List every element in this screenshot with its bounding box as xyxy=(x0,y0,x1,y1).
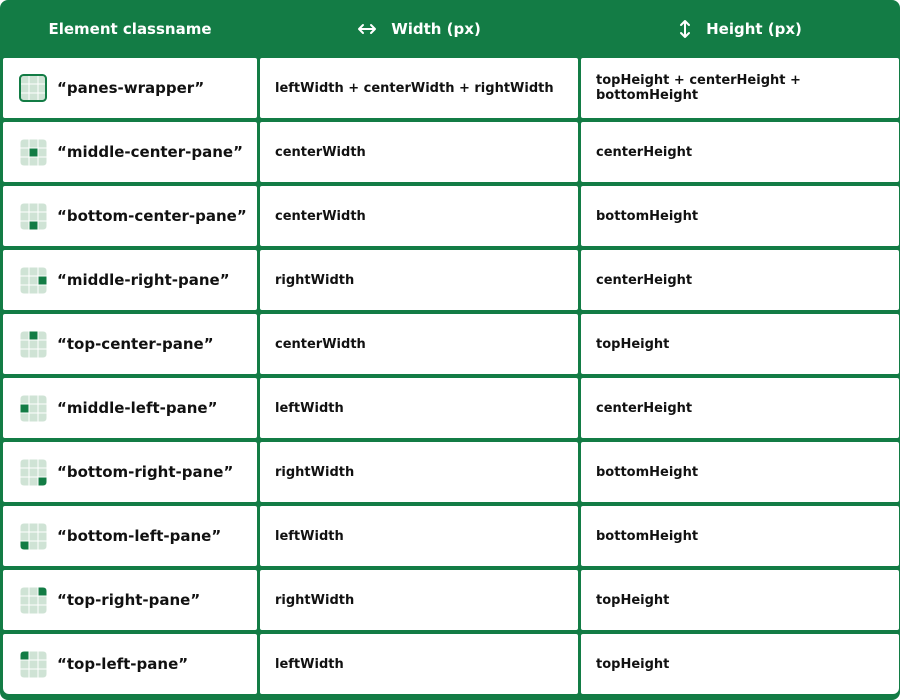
height-cell xyxy=(581,122,899,182)
table-header xyxy=(3,0,897,58)
classname-cell xyxy=(3,442,257,502)
middle-right-pane-icon xyxy=(19,266,47,294)
classname-cell xyxy=(3,122,257,182)
width-text: rightWidth xyxy=(275,592,355,608)
classname-cell xyxy=(3,186,257,246)
pane-cell xyxy=(39,396,47,404)
pane-cell xyxy=(21,350,29,358)
classname-text: “middle-left-pane” xyxy=(57,399,218,417)
pane-cell xyxy=(39,268,47,276)
height-text: bottomHeight xyxy=(596,464,699,480)
classname-cell xyxy=(3,570,257,630)
classname-cell xyxy=(3,58,257,118)
pane-cell xyxy=(39,158,47,166)
height-cell xyxy=(581,506,899,566)
pane-cell xyxy=(21,597,29,605)
width-text: leftWidth xyxy=(275,656,344,672)
pane-cell xyxy=(21,76,29,84)
bottom-center-pane-icon xyxy=(19,202,47,230)
width-text: leftWidth xyxy=(275,400,344,416)
pane-cell xyxy=(21,140,29,148)
pane-cell xyxy=(39,204,47,212)
height-text: topHeight xyxy=(596,592,670,608)
height-text: topHeight xyxy=(596,336,670,352)
height-text: centerHeight xyxy=(596,400,693,416)
pane-cell xyxy=(30,597,38,605)
pane-cell xyxy=(21,524,29,532)
pane-cell xyxy=(21,533,29,541)
width-text: rightWidth xyxy=(275,464,355,480)
pane-cell xyxy=(21,606,29,614)
height-cell xyxy=(581,58,899,118)
table-row xyxy=(3,186,897,246)
width-cell xyxy=(260,634,578,694)
height-cell xyxy=(581,186,899,246)
pane-cell xyxy=(30,670,38,678)
width-text: leftWidth xyxy=(275,528,344,544)
pane-cell xyxy=(21,661,29,669)
pane-cell xyxy=(39,414,47,422)
pane-cell xyxy=(21,268,29,276)
pane-cell xyxy=(39,286,47,294)
width-cell xyxy=(260,378,578,438)
classname-text: “middle-center-pane” xyxy=(57,143,243,161)
classname-text: “top-left-pane” xyxy=(57,655,189,673)
classname-cell xyxy=(3,378,257,438)
pane-cell xyxy=(21,670,29,678)
pane-cell xyxy=(30,76,38,84)
pane-cell xyxy=(39,460,47,468)
classname-cell xyxy=(3,634,257,694)
bottom-left-pane-icon xyxy=(19,522,47,550)
pane-cell xyxy=(30,460,38,468)
width-cell xyxy=(260,570,578,630)
top-right-pane-icon xyxy=(19,586,47,614)
table-body xyxy=(3,58,897,694)
pane-cell xyxy=(30,350,38,358)
pane-cell xyxy=(30,158,38,166)
pane-cell xyxy=(30,204,38,212)
highlighted-pane-cell xyxy=(21,542,29,550)
table-row xyxy=(3,122,897,182)
table-row xyxy=(3,570,897,630)
highlighted-pane-cell xyxy=(21,405,29,413)
height-cell xyxy=(581,314,899,374)
pane-cell xyxy=(30,533,38,541)
pane-cell xyxy=(21,213,29,221)
height-text: centerHeight xyxy=(596,144,693,160)
table-row xyxy=(3,58,897,118)
width-cell xyxy=(260,58,578,118)
highlighted-pane-cell xyxy=(39,277,47,285)
pane-cell xyxy=(30,277,38,285)
width-cell xyxy=(260,250,578,310)
pane-cell xyxy=(30,588,38,596)
top-center-pane-icon xyxy=(19,330,47,358)
classname-cell xyxy=(3,506,257,566)
pane-cell xyxy=(21,396,29,404)
pane-cell xyxy=(21,277,29,285)
pane-cell xyxy=(39,542,47,550)
top-left-pane-icon xyxy=(19,650,47,678)
pane-cell xyxy=(21,85,29,93)
header-height xyxy=(581,0,899,58)
height-text: topHeight + centerHeight + bottomHeight xyxy=(596,73,801,103)
pane-cell xyxy=(21,222,29,230)
pane-cell xyxy=(21,149,29,157)
pane-cell xyxy=(21,414,29,422)
width-cell xyxy=(260,442,578,502)
pane-cell xyxy=(21,469,29,477)
pane-cell xyxy=(30,85,38,93)
middle-left-pane-icon xyxy=(19,394,47,422)
pane-cell xyxy=(39,469,47,477)
pane-cell xyxy=(39,670,47,678)
height-cell xyxy=(581,442,899,502)
pane-cell xyxy=(39,533,47,541)
highlighted-pane-cell xyxy=(21,652,29,660)
pane-cell xyxy=(30,396,38,404)
pane-cell xyxy=(30,140,38,148)
pane-cell xyxy=(30,478,38,486)
classname-cell xyxy=(3,250,257,310)
pane-cell xyxy=(30,405,38,413)
width-text: centerWidth xyxy=(275,336,366,352)
header-width-label: Width (px) xyxy=(391,20,481,38)
pane-cell xyxy=(39,222,47,230)
highlighted-pane-cell xyxy=(30,222,38,230)
middle-center-pane-icon xyxy=(19,138,47,166)
height-text: centerHeight xyxy=(596,272,693,288)
pane-cell xyxy=(30,268,38,276)
width-text: rightWidth xyxy=(275,272,355,288)
height-cell xyxy=(581,378,899,438)
width-cell xyxy=(260,186,578,246)
classname-text: “bottom-right-pane” xyxy=(57,463,234,481)
header-element-classname-label: Element classname xyxy=(48,20,212,38)
height-cell xyxy=(581,570,899,630)
pane-cell xyxy=(30,524,38,532)
width-text: centerWidth xyxy=(275,144,366,160)
header-height-label: Height (px) xyxy=(706,20,802,38)
pane-cell xyxy=(30,414,38,422)
table-row xyxy=(3,442,897,502)
classname-text: “bottom-center-pane” xyxy=(57,207,247,225)
pane-cell xyxy=(21,478,29,486)
width-cell xyxy=(260,122,578,182)
pane-cell xyxy=(39,652,47,660)
pane-cell xyxy=(21,332,29,340)
height-cell xyxy=(581,250,899,310)
pane-cell xyxy=(39,350,47,358)
pane-cell xyxy=(21,204,29,212)
classname-cell xyxy=(3,314,257,374)
horizontal-arrows-icon xyxy=(357,22,377,36)
classname-text: “top-right-pane” xyxy=(57,591,201,609)
pane-cell xyxy=(30,606,38,614)
pane-cell xyxy=(39,606,47,614)
pane-cell xyxy=(39,213,47,221)
pane-cell xyxy=(21,158,29,166)
classname-text: “top-center-pane” xyxy=(57,335,214,353)
pane-cell xyxy=(21,460,29,468)
pane-cell xyxy=(39,341,47,349)
classname-text: “bottom-left-pane” xyxy=(57,527,222,545)
pane-cell xyxy=(39,332,47,340)
width-cell xyxy=(260,506,578,566)
pane-cell xyxy=(21,341,29,349)
pane-cell xyxy=(30,286,38,294)
highlighted-pane-cell xyxy=(30,332,38,340)
highlighted-pane-cell xyxy=(39,478,47,486)
pane-cell xyxy=(30,542,38,550)
pane-cell xyxy=(30,469,38,477)
highlighted-pane-cell xyxy=(30,149,38,157)
pane-cell xyxy=(39,524,47,532)
pane-cell xyxy=(30,213,38,221)
width-cell xyxy=(260,314,578,374)
pane-cell xyxy=(39,597,47,605)
pane-cell xyxy=(39,405,47,413)
header-width xyxy=(260,0,578,58)
header-element-classname xyxy=(3,0,257,58)
width-text: leftWidth + centerWidth + rightWidth xyxy=(275,80,554,96)
classname-text: “middle-right-pane” xyxy=(57,271,230,289)
pane-cell xyxy=(30,341,38,349)
vertical-arrows-icon xyxy=(678,19,692,39)
table-row xyxy=(3,378,897,438)
table-row xyxy=(3,314,897,374)
classname-text: “panes-wrapper” xyxy=(57,79,205,97)
pane-cell xyxy=(30,661,38,669)
table-row xyxy=(3,250,897,310)
bottom-right-pane-icon xyxy=(19,458,47,486)
table-row xyxy=(3,634,897,694)
panes-wrapper-icon xyxy=(19,74,47,102)
pane-cell xyxy=(21,286,29,294)
width-text: centerWidth xyxy=(275,208,366,224)
pane-cell xyxy=(21,588,29,596)
pane-cell xyxy=(30,652,38,660)
height-text: topHeight xyxy=(596,656,670,672)
height-cell xyxy=(581,634,899,694)
pane-cell xyxy=(39,661,47,669)
table-row xyxy=(3,506,897,566)
height-text: bottomHeight xyxy=(596,528,699,544)
height-text: bottomHeight xyxy=(596,208,699,224)
highlighted-pane-cell xyxy=(39,588,47,596)
pane-cell xyxy=(39,140,47,148)
pane-cell xyxy=(39,149,47,157)
